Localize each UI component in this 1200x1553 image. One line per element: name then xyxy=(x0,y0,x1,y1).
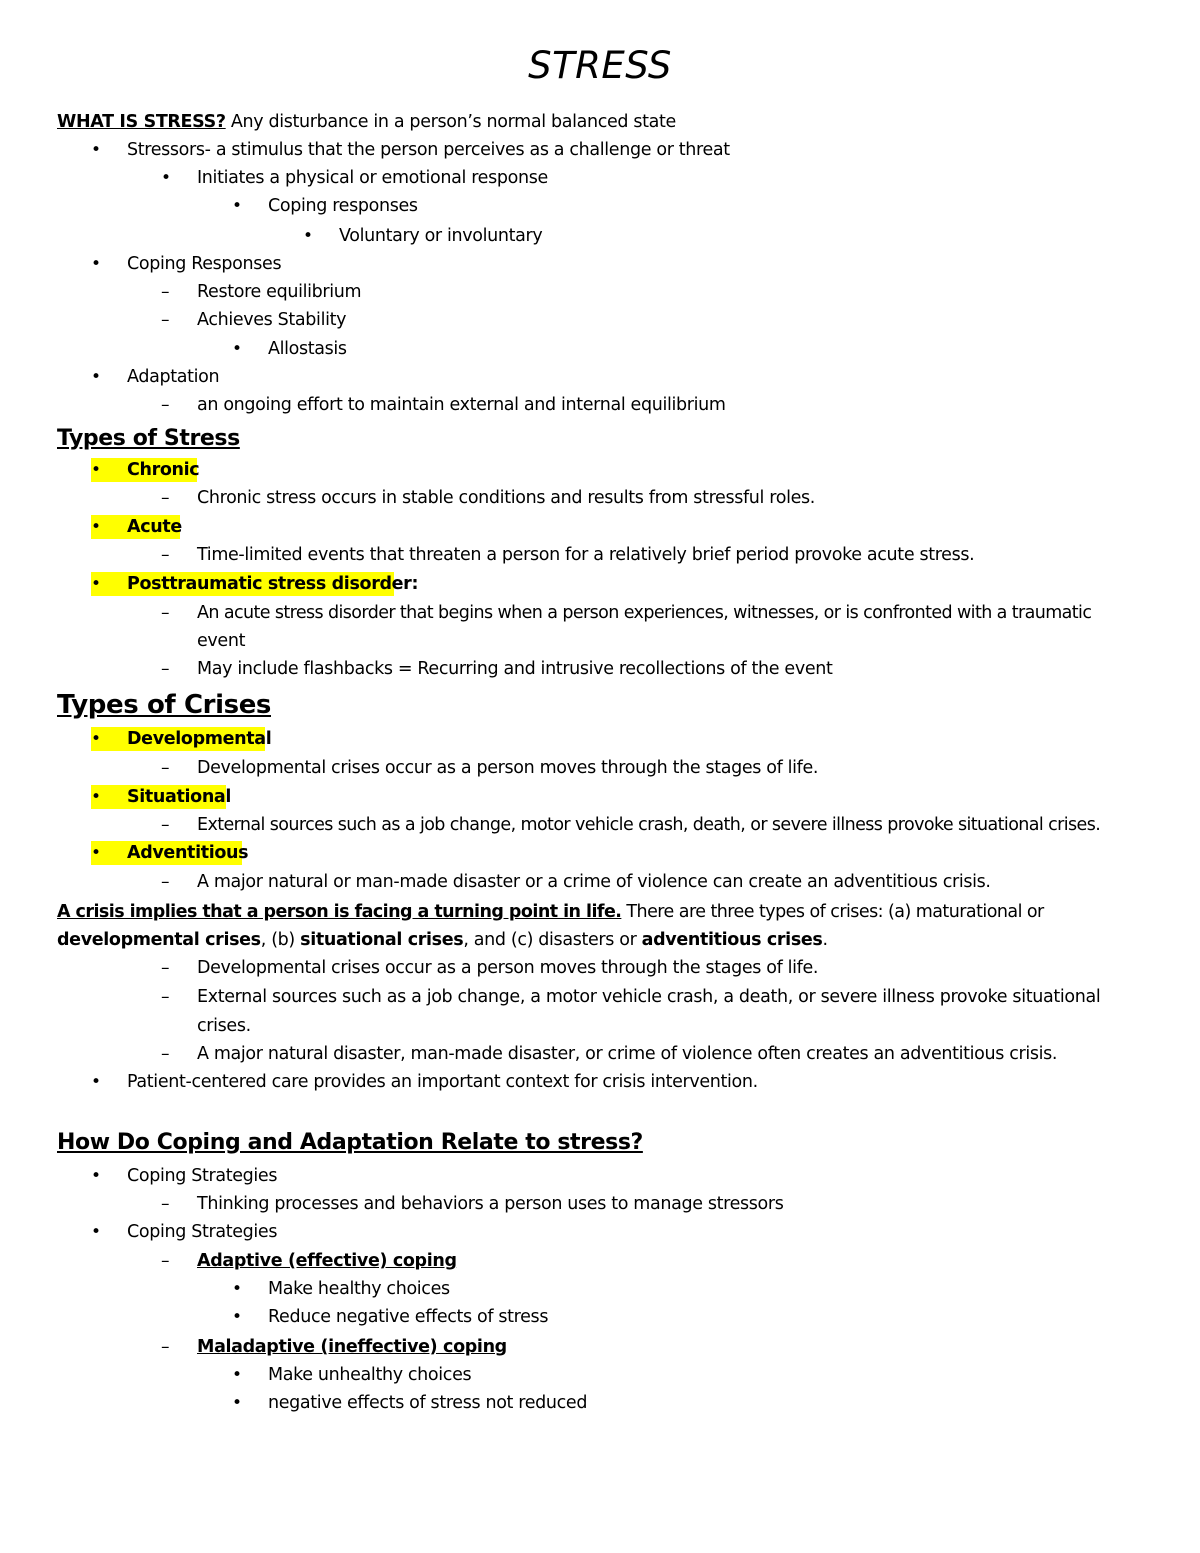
crisis-paragraph-line-2 xyxy=(57,929,828,951)
dash-icon: – xyxy=(161,545,170,565)
list-item: Coping Responses xyxy=(127,254,282,274)
bullet-icon: • xyxy=(91,140,102,160)
term-situational: situational crises xyxy=(300,930,464,950)
text-part: . xyxy=(822,930,828,950)
dash-icon: – xyxy=(161,1337,170,1357)
list-item-continued: event xyxy=(197,631,246,651)
list-item: External sources such as a job change, motor vehicle crash, death, or severe illness provoke situational crises. xyxy=(197,815,1101,835)
crisis-types-intro: There are three types of crises: (a) maturational or xyxy=(621,902,1044,922)
dash-icon: – xyxy=(161,872,170,892)
crisis-type-adventitious: Adventitious xyxy=(127,843,249,863)
dash-icon: – xyxy=(161,659,170,679)
list-item: External sources such as a job change, a motor vehicle crash, a death, or severe illness provoke situational xyxy=(197,987,1101,1007)
text-part: , (b) xyxy=(260,930,301,950)
stress-type-acute: Acute xyxy=(127,517,182,537)
crisis-definition: A crisis implies that a person is facing a turning point in life. xyxy=(57,902,622,922)
coping-heading: How Do Coping and Adaptation Relate to stress? xyxy=(57,1130,643,1155)
list-item: Achieves Stability xyxy=(197,310,347,330)
term-developmental: developmental crises xyxy=(57,930,261,950)
list-item: Coping responses xyxy=(268,196,418,216)
list-item: Time-limited events that threaten a person for a relatively brief period provoke acute stress. xyxy=(197,545,975,565)
list-item: Initiates a physical or emotional response xyxy=(197,168,548,188)
list-item: Allostasis xyxy=(268,339,347,359)
list-item: Developmental crises occur as a person moves through the stages of life. xyxy=(197,758,819,778)
list-item: A major natural or man-made disaster or a crime of violence can create an adventitious crisis. xyxy=(197,872,991,892)
list-item: Make unhealthy choices xyxy=(268,1365,472,1385)
list-item: A major natural disaster, man-made disaster, or crime of violence often creates an adventitious crisis. xyxy=(197,1044,1058,1064)
types-of-stress-heading: Types of Stress xyxy=(57,426,240,451)
list-item: Stressors- a stimulus that the person perceives as a challenge or threat xyxy=(127,140,730,160)
bullet-icon: • xyxy=(91,729,102,749)
list-item: May include flashbacks = Recurring and intrusive recollections of the event xyxy=(197,659,833,679)
crisis-paragraph-line-1 xyxy=(57,901,1044,923)
list-item: Chronic stress occurs in stable conditions and results from stressful roles. xyxy=(197,488,816,508)
bullet-icon: • xyxy=(303,226,314,246)
list-item: Patient-centered care provides an important context for crisis intervention. xyxy=(127,1072,758,1092)
dash-icon: – xyxy=(161,395,170,415)
bullet-icon: • xyxy=(91,1166,102,1186)
stress-type-chronic: Chronic xyxy=(127,460,200,480)
dash-icon: – xyxy=(161,987,170,1007)
list-item: Thinking processes and behaviors a person uses to manage stressors xyxy=(197,1194,784,1214)
list-item: an ongoing effort to maintain external and internal equilibrium xyxy=(197,395,726,415)
dash-icon: – xyxy=(161,958,170,978)
list-item: Reduce negative effects of stress xyxy=(268,1307,549,1327)
bullet-icon: • xyxy=(232,1279,243,1299)
bullet-icon: • xyxy=(91,574,102,594)
dash-icon: – xyxy=(161,1044,170,1064)
bullet-icon: • xyxy=(232,339,243,359)
list-item-continued: crises. xyxy=(197,1016,251,1036)
list-item: negative effects of stress not reduced xyxy=(268,1393,588,1413)
bullet-icon: • xyxy=(91,787,102,807)
crisis-type-situational: Situational xyxy=(127,787,232,807)
dash-icon: – xyxy=(161,282,170,302)
dash-icon: – xyxy=(161,1251,170,1271)
list-item: An acute stress disorder that begins when a person experiences, witnesses, or is confronted with a traumatic xyxy=(197,603,1092,623)
what-is-stress-label: WHAT IS STRESS? xyxy=(57,112,226,132)
bullet-icon: • xyxy=(232,196,243,216)
bullet-icon: • xyxy=(91,1222,102,1242)
what-is-stress-definition: Any disturbance in a person’s normal balanced state xyxy=(225,112,676,132)
bullet-icon: • xyxy=(232,1307,243,1327)
list-item: Make healthy choices xyxy=(268,1279,450,1299)
list-item: Coping Strategies xyxy=(127,1166,278,1186)
stress-type-ptsd: Posttraumatic stress disorder: xyxy=(127,574,419,594)
crisis-type-developmental: Developmental xyxy=(127,729,272,749)
dash-icon: – xyxy=(161,758,170,778)
term-adventitious: adventitious crises xyxy=(641,930,823,950)
dash-icon: – xyxy=(161,603,170,623)
list-item: Voluntary or involuntary xyxy=(339,226,543,246)
bullet-icon: • xyxy=(232,1365,243,1385)
dash-icon: – xyxy=(161,815,170,835)
bullet-icon: • xyxy=(161,168,172,188)
types-of-crises-heading: Types of Crises xyxy=(57,690,271,720)
bullet-icon: • xyxy=(232,1393,243,1413)
list-item: Adaptation xyxy=(127,367,220,387)
list-item: Coping Strategies xyxy=(127,1222,278,1242)
dash-icon: – xyxy=(161,310,170,330)
bullet-icon: • xyxy=(91,1072,102,1092)
page-title: STRESS xyxy=(528,44,672,87)
maladaptive-coping-label: Maladaptive (ineffective) coping xyxy=(197,1337,507,1357)
dash-icon: – xyxy=(161,488,170,508)
adaptive-coping-label: Adaptive (effective) coping xyxy=(197,1251,457,1271)
list-item: Restore equilibrium xyxy=(197,282,362,302)
bullet-icon: • xyxy=(91,460,102,480)
bullet-icon: • xyxy=(91,254,102,274)
list-item: Developmental crises occur as a person moves through the stages of life. xyxy=(197,958,819,978)
what-is-stress-line xyxy=(57,111,676,133)
text-part: , and (c) disasters or xyxy=(463,930,642,950)
dash-icon: – xyxy=(161,1194,170,1214)
bullet-icon: • xyxy=(91,517,102,537)
bullet-icon: • xyxy=(91,843,102,863)
bullet-icon: • xyxy=(91,367,102,387)
